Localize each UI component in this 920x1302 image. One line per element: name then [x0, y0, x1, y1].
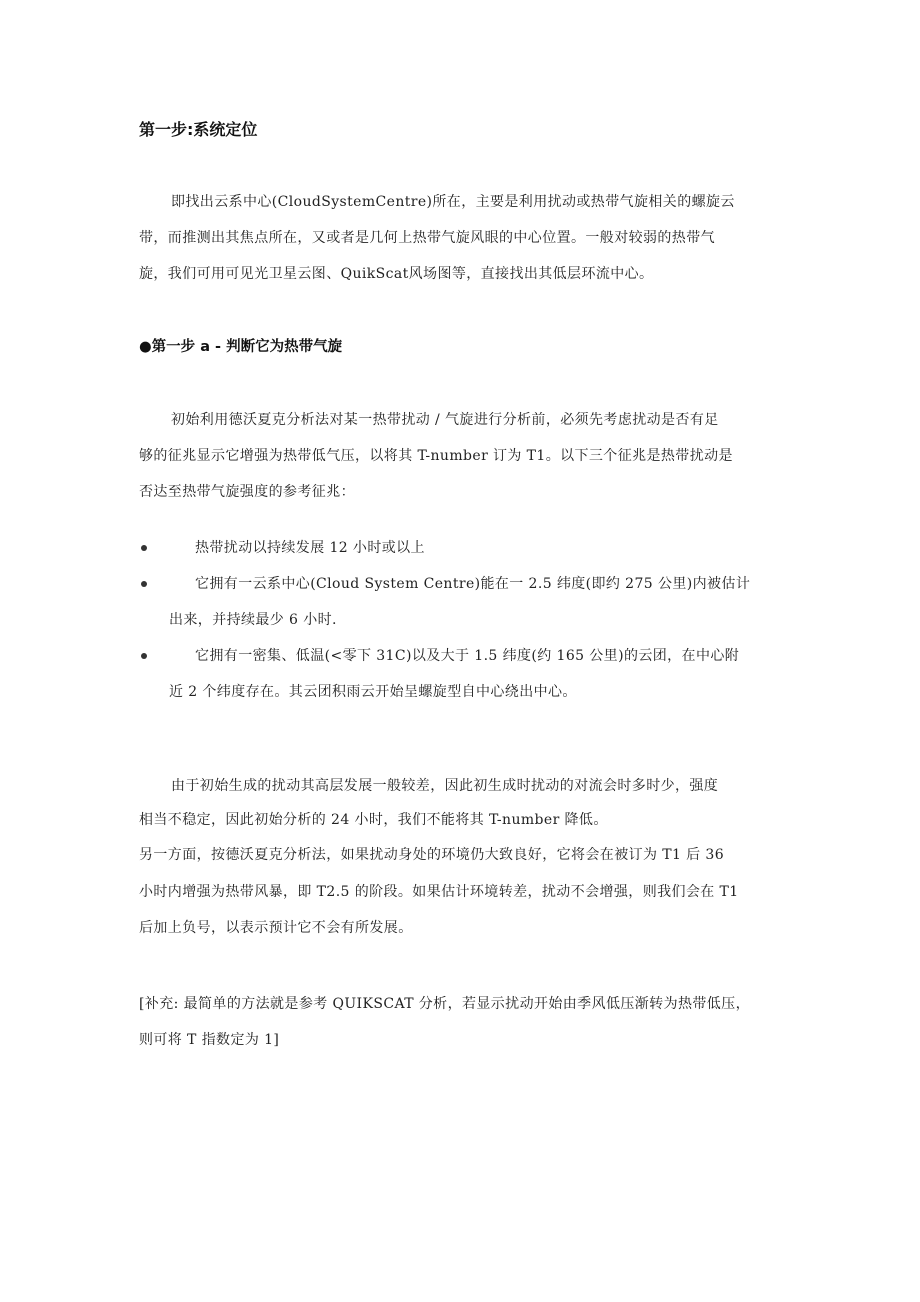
text-line: 另一方面，按德沃夏克分析法，如果扰动身处的环境仍大致良好，它将会在被订为 T1 后 36	[139, 847, 725, 863]
text-line: 它拥有一云系中心(Cloud System Centre)能在一 2.5 纬度(即约 275 公里)内被估计	[195, 576, 751, 592]
text-line: 它拥有一密集、低温(<零下 31C)以及大于 1.5 纬度(约 165 公里)的云团，在中心附	[195, 648, 740, 664]
text-line: 带，而推测出其焦点所在，又或者是几何上热带气旋风眼的中心位置。一般对较弱的热带气	[139, 230, 715, 246]
section-heading: 第一步:系统定位	[139, 120, 258, 139]
text-line: [补充: 最简单的方法就是参考 QUIKSCAT 分析，若显示扰动开始由季风低压渐转为热带低压，	[139, 996, 750, 1012]
text-line: 旋，我们可用可见光卫星云图、QuikScat风场图等，直接找出其低层环流中心。	[139, 266, 654, 282]
bullet-item	[139, 530, 799, 566]
subsection-heading: ●第一步 a - 判断它为热带气旋	[139, 339, 343, 355]
bullet-item	[139, 566, 799, 638]
bullet-dot-icon	[141, 653, 147, 659]
followup-paragraph	[139, 768, 789, 946]
bullet-item	[139, 638, 799, 710]
text-line: 则可将 T 指数定为 1]	[139, 1032, 280, 1048]
supplement-note	[139, 986, 789, 1058]
bullet-dot-icon	[141, 545, 147, 551]
text-line: 初始利用德沃夏克分析法对某一热带扰动 / 气旋进行分析前，必须先考虑扰动是否有足	[171, 412, 719, 428]
text-line: 出来，并持续最少 6 小时.	[169, 612, 337, 628]
bullet-dot-icon	[141, 581, 147, 587]
criteria-bullet-list	[139, 530, 799, 710]
text-line: 由于初始生成的扰动其高层发展一般较差，因此初生成时扰动的对流会时多时少，强度	[171, 778, 719, 794]
text-line: 近 2 个纬度存在。其云团积雨云开始呈螺旋型自中心绕出中心。	[169, 684, 577, 700]
text-line: 后加上负号，以表示预计它不会有所发展。	[139, 920, 413, 936]
intro-paragraph	[139, 184, 789, 292]
text-line: 相当不稳定，因此初始分析的 24 小时，我们不能将其 T-number 降低。	[139, 812, 608, 828]
text-line: 热带扰动以持续发展 12 小时或以上	[195, 540, 425, 556]
text-line: 够的征兆显示它增强为热带低气压，以将其 T-number 订为 T1。以下三个征兆是热带扰动是	[139, 448, 733, 464]
criteria-intro-paragraph	[139, 402, 789, 510]
text-line: 小时内增强为热带风暴，即 T2.5 的阶段。如果估计环境转差，扰动不会增强，则我们会在 T1	[139, 884, 739, 900]
text-line: 即找出云系中心(CloudSystemCentre)所在，主要是利用扰动或热带气旋相关的螺旋云	[171, 194, 735, 210]
text-line: 否达至热带气旋强度的参考征兆：	[139, 484, 355, 500]
